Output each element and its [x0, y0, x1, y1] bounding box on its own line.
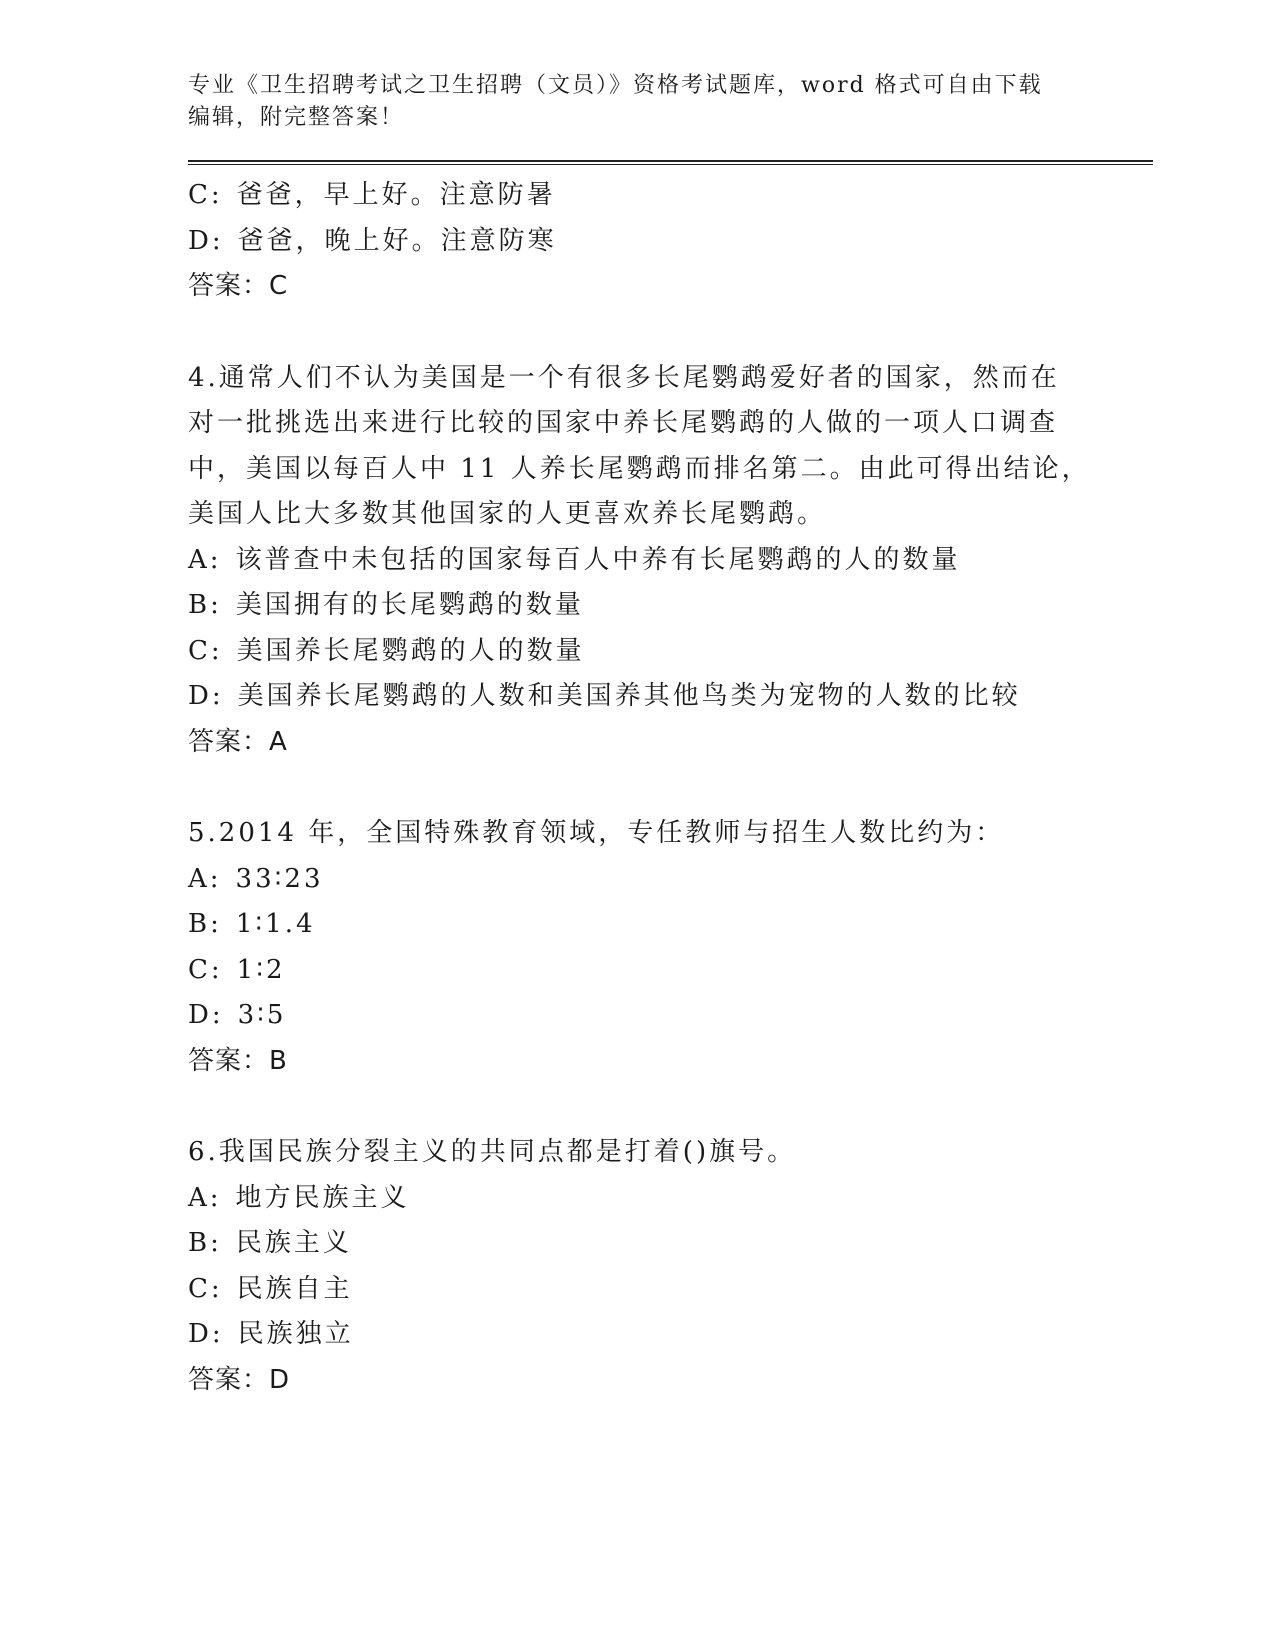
option-label: B:: [188, 909, 222, 939]
option-b: [188, 1221, 1153, 1267]
option-b: [188, 902, 1153, 948]
option-label: B:: [188, 590, 222, 620]
stem-line: 中，美国以每百人中 11 人养长尾鹦鹉而排名第二。由此可得出结论，: [188, 453, 1091, 484]
header-divider: [188, 160, 1153, 165]
option-label: A:: [188, 544, 222, 575]
option-text: 民族独立: [237, 1319, 354, 1349]
option-text: 3∶5: [237, 1000, 287, 1030]
question-stem: [188, 356, 1091, 538]
option-text: 地方民族主义: [235, 1182, 410, 1213]
option-label: C:: [188, 1273, 223, 1304]
option-label: C:: [188, 180, 223, 210]
answer-line: 答案：B: [188, 1045, 288, 1076]
option-a: [188, 1176, 1153, 1222]
option-text: 33∶23: [235, 863, 324, 894]
question-stem: [188, 811, 1068, 857]
option-d: [188, 1312, 1153, 1358]
option-text: 1∶2: [236, 954, 286, 985]
option-text: 美国养长尾鹦鹉的人的数量: [236, 635, 585, 666]
stem-line: 4.通常人们不认为美国是一个有很多长尾鹦鹉爱好者的国家，然而在: [188, 362, 1060, 393]
stem-line: 5.2014 年，全国特殊教育领域，专任教师与招生人数比约为：: [188, 818, 1005, 848]
option-text: 美国养长尾鹦鹉的人数和美国养其他鸟类为宠物的人数的比较: [237, 681, 1021, 711]
answer-line: 答案：A: [188, 726, 288, 757]
option-c: [188, 629, 1153, 675]
option-label: D:: [188, 225, 224, 256]
option-label: B:: [188, 1228, 222, 1258]
stem-line: 对一批挑选出来进行比较的国家中养长尾鹦鹉的人做的一项人口调查: [188, 408, 1059, 438]
stem-line: 美国人比大多数其他国家的人更喜欢养长尾鹦鹉。: [188, 499, 827, 529]
header-line-1: 专业《卫生招聘考试之卫生招聘（文员）》资格考试题库，word 格式可自由下载: [188, 73, 1043, 98]
option-text: 民族自主: [236, 1273, 353, 1304]
option-label: A:: [188, 1182, 222, 1213]
option-text: 1∶1.4: [235, 909, 316, 939]
question-5: [188, 811, 1153, 1084]
option-text: 该普查中未包括的国家每百人中养有长尾鹦鹉的人的数量: [235, 544, 961, 575]
option-a: [188, 857, 1153, 903]
option-d: [188, 219, 1153, 265]
option-text: 美国拥有的长尾鹦鹉的数量: [235, 590, 584, 620]
option-label: C:: [188, 635, 223, 666]
option-d: [188, 993, 1153, 1039]
option-label: D:: [188, 681, 224, 711]
prev-question-block: [188, 173, 1153, 310]
stem-line: 6.我国民族分裂主义的共同点都是打着()旗号。: [188, 1137, 797, 1167]
document-body: [188, 173, 1153, 1403]
option-c: [188, 1267, 1153, 1313]
question-6: [188, 1130, 1153, 1403]
option-text: 爸爸，早上好。注意防暑: [236, 180, 556, 210]
option-b: [188, 583, 1153, 629]
option-label: A:: [188, 863, 222, 894]
option-a: [188, 538, 1153, 584]
option-text: 爸爸，晚上好。注意防寒: [237, 225, 557, 256]
option-text: 民族主义: [235, 1228, 352, 1258]
document-header: [188, 70, 1068, 134]
option-c: [188, 173, 1153, 219]
answer-line: 答案：C: [188, 271, 289, 301]
option-label: C:: [188, 954, 223, 985]
document-page: [188, 70, 1153, 1403]
header-line-2: 编辑，附完整答案！: [188, 105, 405, 130]
option-d: [188, 674, 1153, 720]
option-label: D:: [188, 1319, 224, 1349]
answer-line: 答案：D: [188, 1364, 291, 1395]
question-4: [188, 356, 1153, 766]
option-c: [188, 948, 1153, 994]
option-label: D:: [188, 1000, 224, 1030]
question-stem: [188, 1130, 1068, 1176]
